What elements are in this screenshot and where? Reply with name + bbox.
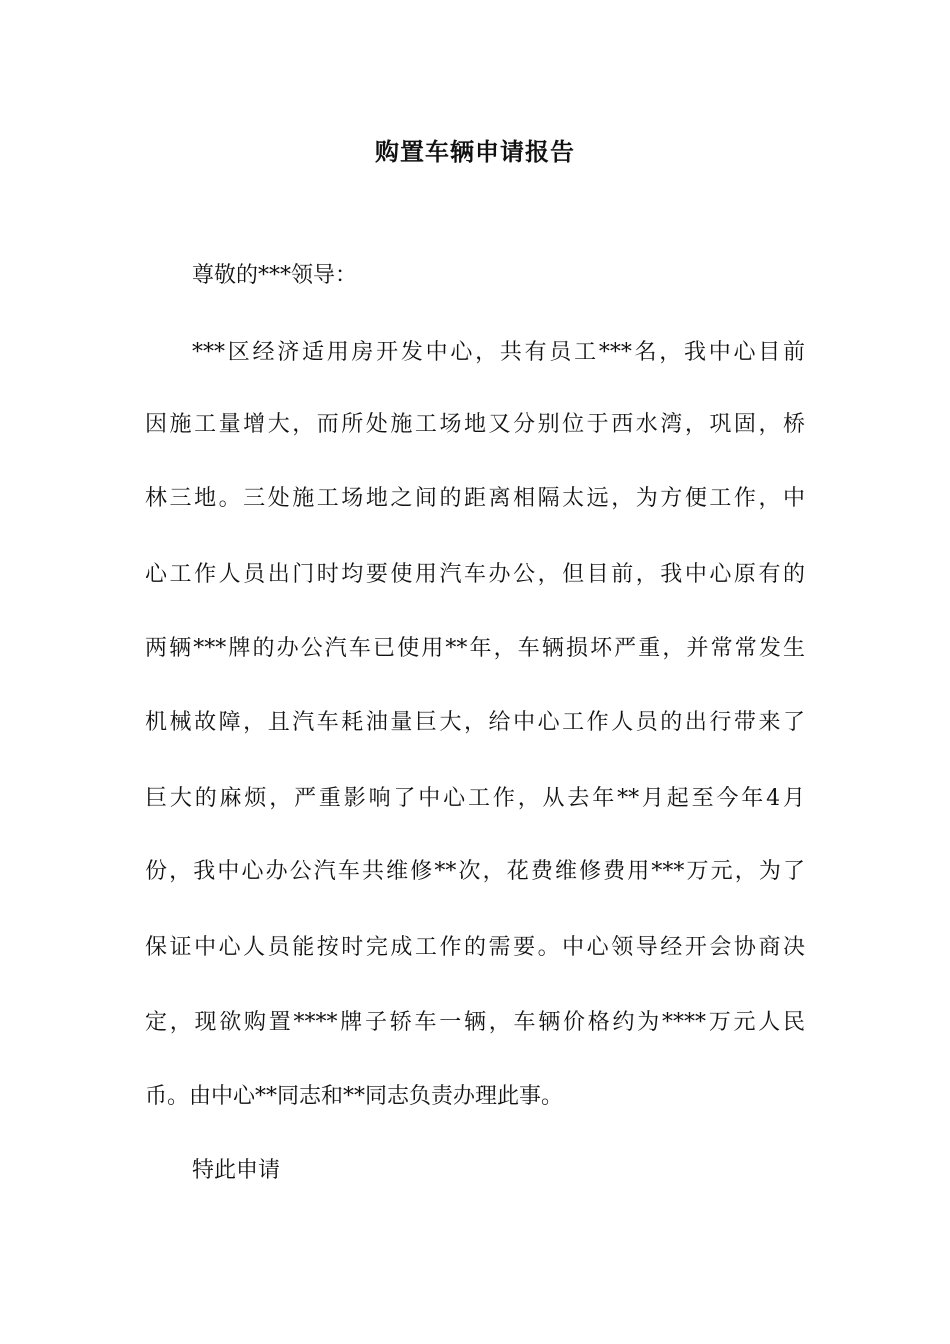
body-line: 份，我中心办公汽车共维修**次，花费维修费用***万元，为了 [145,859,805,884]
body-line: ***区经济适用房开发中心，共有员工***名，我中心目前 [192,340,805,365]
body-line: 保证中心人员能按时完成工作的需要。中心领导经开会协商决 [145,935,805,960]
body-line: 机械故障，且汽车耗油量巨大，给中心工作人员的出行带来了 [145,710,805,735]
body-line: 定，现欲购置****牌子轿车一辆，车辆价格约为****万元人民 [145,1010,805,1035]
body-line: 两辆***牌的办公汽车已使用**年，车辆损坏严重，并常常发生 [145,636,805,661]
closing-text: 特此申请 [192,1158,281,1183]
body-line: 心工作人员出门时均要使用汽车办公，但目前，我中心原有的 [145,562,805,587]
salutation: 尊敬的***领导： [192,263,358,288]
document-title: 购置车辆申请报告 [375,137,575,166]
body-line: 币。由中心**同志和**同志负责办理此事。 [145,1084,564,1109]
body-line: 林三地。三处施工场地之间的距离相隔太远，为方便工作，中 [145,486,805,511]
body-line: 因施工量增大，而所处施工场地又分别位于西水湾，巩固，桥 [145,412,805,437]
body-line: 巨大的麻烦，严重影响了中心工作，从去年**月起至今年4月 [145,786,805,811]
